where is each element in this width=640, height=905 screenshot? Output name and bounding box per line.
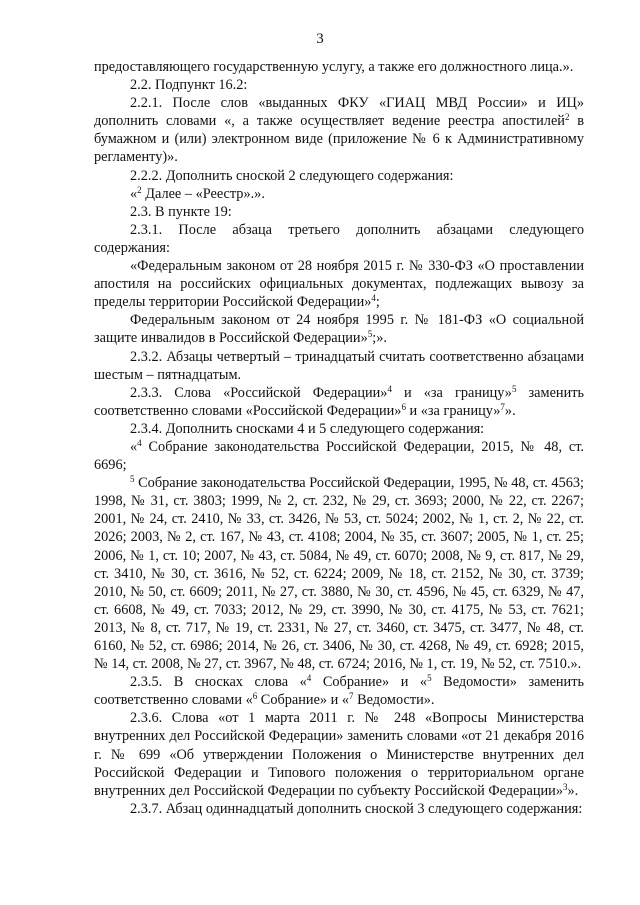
footnote-text: $^5$ Собрание законодательства Российской Федерации, 1995, № 48, ст. 4563; 1998, № 31, ст. 3803; 1999, № 2, ст. 232, № 29, ст. 3693; 2000, № 22, ст. 2267; 2001, № 24, ст. 2410, № 33, ст. 3426, № 53, ст. 5024; 2002, № 1, ст. 2, № 22, ст. 2026; 2003, № 2, ст. 167, № 43, ст. 4108; 2004, № 35, ст. 3607; 2005, № 1, ст. 25; 2006, № 1, ст. 10; 2007, № 43, ст. 5084, № 49, ст. 6070; 2008, № 9, ст. 817, № 29, ст. 3410, № 30, ст. 3616, № 52, ст. 6224; 2009, № 18, ст. 2152, № 30, ст. 3739; 2010, № 50, ст. 6609; 2011, № 27, ст. 3880, № 30, ст. 4596, № 45, ст. 6329, № 47, ст. 6608, № 49, ст. 7033; 2012, № 29, ст. 3990, № 30, ст. 4175, № 53, ст. 7621; 2013, № 8, ст. 717, № 19, ст. 2331, № 27, ст. 3460, ст. 3475, ст. 3477, № 48, ст. 6160, № 52, ст. 6986; 2014, № 26, ст. 3406, № 30, ст. 4268, № 49, ст. 6928; 2015, № 14, ст. 2008, № 27, ст. 3967, № 48, ст. 6724; 2016, № 1, ст. 19, № 52, ст. 7510.».: [94, 474, 584, 673]
paragraph: 2.3.5. В сносках слова «$^4$ Собрание» и «$^5$ Ведомости» заменить соответственно словами «$^6$ Собрание» и «$^7$ Ведомости».: [94, 673, 584, 709]
paragraph: 2.3.1. После абзаца третьего дополнить абзацами следующего содержания:: [94, 221, 584, 256]
footnote-mark: 4: [387, 383, 392, 394]
footnote-mark: 6: [252, 691, 258, 702]
paragraph: 2.2. Подпункт 16.2:: [130, 77, 248, 94]
footnote-mark: 5: [427, 673, 432, 684]
footnote-mark: 5: [130, 474, 135, 485]
paragraph: «Федеральным законом от 28 ноября 2015 г. № 330-ФЗ «О проставлении апостиля на российских официальных документах, подлежащих вывозу за пределы территории Российской Федерации»$^4$;: [94, 258, 584, 311]
paragraph: 2.2.1. После слов «выданных ФКУ «ГИАЦ МВД России» и ИЦ» дополнить словами «, а также осуществляет ведение реестра апостилей$^2$ в бумажном и (или) электронном виде (приложение № 6 к Административному регламенту)».: [94, 95, 584, 166]
page-number: 3: [316, 31, 324, 47]
footnote-mark: 6: [401, 401, 406, 412]
document-body: [94, 58, 584, 818]
paragraph: 2.3.4. Дополнить сносками 4 и 5 следующего содержания:: [130, 420, 485, 437]
paragraph: 2.3.6. Слова «от 1 марта 2011 г. № 248 «Вопросы Министерства внутренних дел Российской Федерации» заменить словами «от 21 декабря 2016 г. № 699 «Об утверждении Положения о Министерстве внутренних дел Российской Федерации и Типового положения о территориальном органе внутренних дел Российской Федерации по субъекту Российской Федерации»$^3$».: [94, 710, 584, 799]
paragraph: 2.3. В пункте 19:: [130, 203, 232, 220]
footnote-mark: 5: [511, 383, 517, 394]
paragraph: 2.3.3. Слова «Российской Федерации»$^4$ и «за границу»$^5$ заменить соответственно словами «Российской Федерации»$^6$ и «за границу»$^7$».: [94, 383, 584, 419]
footnote-mark: 2: [137, 184, 142, 195]
footnote-mark: 7: [349, 691, 354, 702]
paragraph: предоставляющего государственную услугу, а также его должностного лица.».: [94, 59, 574, 75]
footnote-mark: 4: [371, 293, 376, 304]
footnote-mark: 3: [562, 781, 568, 792]
footnote-text: «$^4$ Собрание законодательства Российской Федерации, 2015, № 48, ст. 6696;: [94, 437, 584, 474]
paragraph: 2.3.2. Абзацы четвертый – тринадцатый считать соответственно абзацами шестым – пятнадцатым.: [94, 348, 584, 383]
paragraph: 2.3.7. Абзац одиннадцатый дополнить сноской 3 следующего содержания:: [130, 800, 583, 817]
paragraph: 2.2.2. Дополнить сноской 2 следующего содержания:: [130, 167, 454, 184]
footnote-text: «$^2$ Далее – «Реестр».».: [130, 184, 265, 202]
footnote-mark: 4: [137, 437, 142, 448]
footnote-mark: 7: [500, 401, 505, 412]
footnote-mark: 2: [564, 112, 570, 123]
footnote-mark: 5: [367, 329, 373, 340]
footnote-mark: 4: [306, 673, 312, 684]
paragraph: Федеральным законом от 24 ноября 1995 г. № 181-ФЗ «О социальной защите инвалидов в Российской Федерации»$^5$;».: [94, 312, 584, 347]
